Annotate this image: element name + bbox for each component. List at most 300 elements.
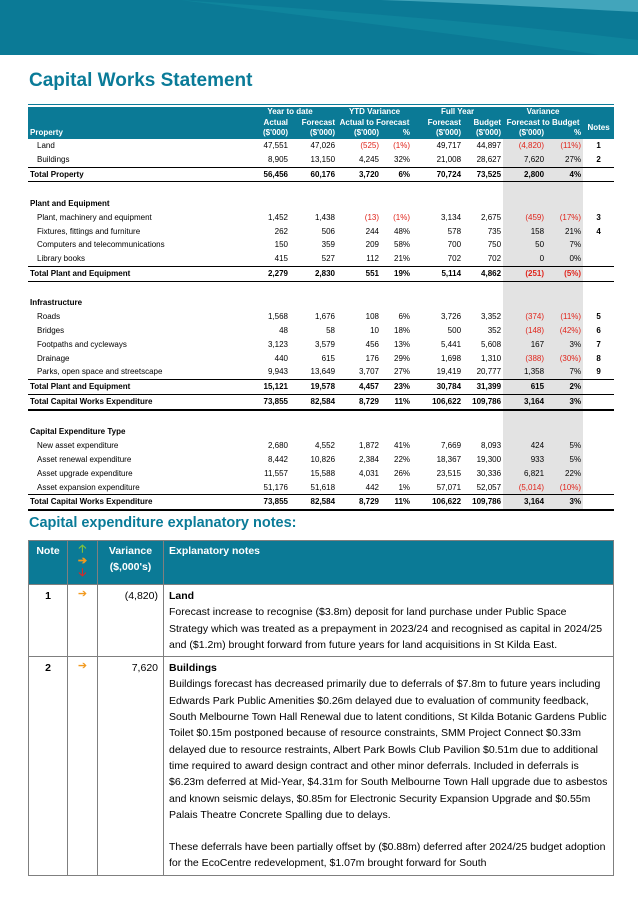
table-row	[28, 438, 614, 452]
note-text: Buildings forecast has decreased primarily due to deferrals of $7.8m to future years including Edwards Park Public Amenities $0.26m delayed due to evaluation of community feedback, South Melbourne Town Hall Renewal due to latent conditions, St Kilda Botanic Gardens Public Toilet $0.15m postponed because of resource constraints, SMM Project Connect $0.33m delayed due to resource restraints, Albert Park Bowls Club Pavilion $0.51m due to additional time required to award design contract and other minor deferrals. Included in deferrals is $6.23m deferred at Mid-Year, $4.31m for South Melbourne Town Hall upgrade due to asbestos and known seismic delays, $0.85m for Electronic Security Expansion Upgrade and $0.55m Palais Theatre Concrete Spalling due to delays.	[169, 678, 608, 821]
cell-value: 19,419	[436, 367, 462, 377]
cell-value	[463, 410, 503, 425]
row-label: Computers and telecommunications	[37, 240, 165, 250]
arrow-right-icon: ➔	[77, 555, 88, 567]
cell-value: 31,399	[463, 379, 503, 394]
total-row	[28, 495, 614, 510]
cell-value: (5,014)	[503, 480, 546, 494]
table-row	[28, 224, 614, 238]
header-banner	[0, 0, 638, 55]
row-note-ref	[583, 196, 614, 210]
cell-value	[463, 296, 503, 310]
cell-value: 2,800	[503, 167, 546, 182]
cell-value: 750	[487, 240, 502, 250]
cell-value: 700	[447, 240, 462, 250]
cell-value: 4%	[546, 167, 583, 182]
cell-value: 73,525	[463, 167, 503, 182]
group-header-ytd: Year to date	[243, 107, 337, 118]
cell-value: 20,777	[476, 367, 502, 377]
cell-value: 0	[503, 252, 546, 266]
cell-value: 10,826	[310, 454, 336, 464]
cell-value: 13,649	[310, 367, 336, 377]
cell-value: 1,568	[267, 311, 288, 321]
cell-value	[337, 425, 381, 439]
cell-value: 702	[447, 254, 462, 264]
cell-value: 0%	[546, 252, 583, 266]
cell-value: 57,071	[436, 482, 462, 492]
cell-value: 6%	[381, 167, 412, 182]
cell-value: 2%	[546, 379, 583, 394]
table-row	[28, 337, 614, 351]
cell-value: 262	[274, 226, 288, 236]
row-note-ref	[583, 394, 614, 409]
cell-value	[243, 182, 290, 196]
cell-value: 578	[447, 226, 462, 236]
cell-value: 3,726	[441, 311, 462, 321]
cell-value: 13,150	[310, 155, 336, 165]
cell-value	[243, 281, 290, 295]
cell-value: 11%	[381, 495, 412, 510]
cell-value	[546, 281, 583, 295]
cell-value	[546, 196, 583, 210]
cell-value	[503, 281, 546, 295]
cell-value: 3%	[546, 394, 583, 409]
row-label: Plant and Equipment	[30, 198, 110, 208]
note-explanation	[164, 657, 614, 876]
cell-value: 6,821	[503, 466, 546, 480]
cell-value	[412, 296, 463, 310]
cell-value	[381, 281, 412, 295]
row-note-ref	[583, 238, 614, 252]
total-row	[28, 379, 614, 394]
cell-value: 5,114	[412, 266, 463, 281]
cell-value	[243, 410, 290, 425]
section-heading-row	[28, 196, 614, 210]
col-unit: ($'000)	[463, 128, 503, 139]
cell-value: 15,121	[243, 379, 290, 394]
row-note-ref	[583, 410, 614, 425]
cell-value: 56,456	[243, 167, 290, 182]
col-pct: %	[381, 128, 412, 139]
cell-value: 352	[487, 325, 502, 335]
table-row	[28, 139, 614, 153]
cell-value: 48%	[394, 226, 411, 236]
cell-value: 2,830	[290, 266, 337, 281]
cell-value	[337, 196, 381, 210]
cell-value	[412, 281, 463, 295]
row-label: Infrastructure	[30, 298, 83, 308]
cell-value	[546, 410, 583, 425]
note-arrow	[68, 585, 98, 657]
cell-value: 26%	[394, 468, 411, 478]
cell-value: 3,123	[267, 339, 288, 349]
table-row	[28, 351, 614, 365]
capital-works-table	[28, 107, 614, 511]
cell-value: 4,245	[358, 155, 380, 165]
cell-value	[463, 196, 503, 210]
row-label: Plant, machinery and equipment	[37, 212, 152, 222]
cell-value: 44,897	[476, 141, 502, 151]
cell-value: 8,905	[267, 155, 288, 165]
cell-value: 415	[274, 254, 288, 264]
cell-value	[412, 182, 463, 196]
cell-value	[243, 296, 290, 310]
cell-value: 440	[274, 353, 288, 363]
cell-value: 27%	[546, 153, 583, 167]
cell-value: 1,872	[358, 440, 380, 450]
cell-value: 615	[503, 379, 546, 394]
cell-value: 51,618	[310, 482, 336, 492]
cell-value: (42%)	[546, 323, 583, 337]
group-header-variance: Variance	[503, 107, 583, 118]
cell-value: 108	[365, 311, 380, 321]
cell-value	[503, 425, 546, 439]
row-note-ref	[583, 379, 614, 394]
cell-value: 19%	[381, 266, 412, 281]
row-note-ref	[583, 167, 614, 182]
col-forecast-to-budget: Forecast to Budget	[503, 118, 583, 129]
row-note-ref: 1	[596, 141, 601, 151]
arrow-right-icon: ➔	[77, 660, 88, 673]
cell-value: 7%	[546, 238, 583, 252]
cell-value	[337, 182, 381, 196]
cell-value: 527	[321, 254, 336, 264]
section-heading-row	[28, 425, 614, 439]
note-text-continued: These deferrals have been partially offset by ($0.88m) deferred after 2024/25 budget adoption for the EcoCentre redevelopment, $1.07m brought forward for South	[169, 841, 606, 870]
cell-value	[290, 410, 337, 425]
row-label: Roads	[37, 311, 61, 321]
row-note-ref	[583, 182, 614, 196]
cell-value: 1,358	[503, 365, 546, 379]
cell-value: 22%	[546, 466, 583, 480]
cell-value: (251)	[503, 266, 546, 281]
cell-value: 3%	[546, 495, 583, 510]
cell-value	[503, 296, 546, 310]
note-heading: Land	[169, 590, 195, 602]
cell-value: 30,784	[412, 379, 463, 394]
cell-value	[337, 296, 381, 310]
cell-value: 1,438	[314, 212, 336, 222]
cell-value: (459)	[503, 210, 546, 224]
cell-value: 60,176	[290, 167, 337, 182]
cell-value: 48	[279, 325, 288, 335]
cell-value: 23,515	[436, 468, 462, 478]
cell-value	[290, 182, 337, 196]
arrow-up-icon: 🡡	[78, 543, 87, 555]
notes-header-variance	[98, 541, 164, 585]
cell-value: 1,698	[441, 353, 462, 363]
cell-value: (17%)	[546, 210, 583, 224]
cell-value	[381, 425, 412, 439]
row-note-ref: 9	[596, 367, 601, 377]
cell-value: 8,093	[481, 440, 502, 450]
row-label: Total Capital Works Expenditure	[28, 495, 243, 510]
cell-value: 424	[503, 438, 546, 452]
cell-value: 9,943	[267, 367, 288, 377]
row-label: Drainage	[37, 353, 70, 363]
cell-value	[290, 196, 337, 210]
cell-value: 11%	[381, 394, 412, 409]
cell-value: 47,551	[263, 141, 288, 151]
cell-value: 551	[337, 266, 381, 281]
cell-value: 3,164	[503, 495, 546, 510]
row-note-ref: 8	[596, 353, 601, 363]
cell-value	[412, 425, 463, 439]
row-label: Bridges	[37, 325, 65, 335]
cell-value	[503, 410, 546, 425]
cell-value: 2,384	[358, 454, 380, 464]
variance-unit: ($,000's)	[109, 561, 152, 574]
cell-value	[290, 425, 337, 439]
cell-value	[243, 196, 290, 210]
row-note-ref: 2	[596, 155, 601, 165]
cell-value: 359	[321, 240, 336, 250]
cell-value: (13)	[364, 212, 380, 222]
note-arrow	[68, 657, 98, 876]
note-variance: 7,620	[98, 657, 164, 876]
col-pct: %	[546, 128, 583, 139]
cell-value: 21%	[394, 254, 411, 264]
cell-value: (374)	[503, 309, 546, 323]
spacer-row	[28, 281, 614, 295]
cell-value: 8,729	[337, 394, 381, 409]
row-label: Asset expansion expenditure	[37, 482, 140, 492]
title-rule	[28, 104, 614, 105]
row-label: Library books	[37, 254, 86, 264]
cell-value: 27%	[394, 367, 411, 377]
spacer-row	[28, 182, 614, 196]
row-label: Total Plant and Equipment	[28, 379, 243, 394]
cell-value: 1%	[398, 482, 411, 492]
spacer-row	[28, 410, 614, 425]
row-label: New asset expenditure	[37, 440, 119, 450]
cell-value	[337, 281, 381, 295]
cell-value: 11,557	[264, 468, 288, 478]
explanatory-notes-table	[28, 540, 614, 876]
cell-value: 18,367	[436, 454, 462, 464]
row-note-ref	[583, 296, 614, 310]
table-header-group-row	[28, 107, 614, 118]
col-forecast: Forecast	[290, 118, 337, 129]
cell-value: (148)	[503, 323, 546, 337]
table-row	[28, 452, 614, 466]
arrow-down-icon: 🡣	[78, 567, 87, 579]
cell-value: 23%	[381, 379, 412, 394]
row-label	[28, 182, 243, 196]
cell-value: 5%	[546, 438, 583, 452]
table-row	[28, 466, 614, 480]
cell-value: 1,452	[267, 212, 288, 222]
cell-value: 3,720	[337, 167, 381, 182]
cell-value: 2,680	[267, 440, 288, 450]
cell-value	[546, 425, 583, 439]
note-text: Forecast increase to recognise ($3.8m) deposit for land purchase under Public Space Strategy which was treated as a prepayment in 2023/24 and recognised as capital in 2024/25 and ($1.2m) brought forward from future years for land acquisitions in St Kilda East.	[169, 606, 603, 651]
variance-label: Variance	[108, 545, 153, 557]
cell-value: (11%)	[546, 139, 583, 153]
notes-header-explanatory: Explanatory notes	[164, 541, 614, 585]
cell-value: 3,134	[441, 212, 462, 222]
cell-value: 7,620	[503, 153, 546, 167]
cell-value: 30,336	[476, 468, 502, 478]
cell-value: 933	[503, 452, 546, 466]
cell-value: 1,676	[314, 311, 336, 321]
cell-value: 109,786	[463, 495, 503, 510]
cell-value: 21,008	[436, 155, 462, 165]
cell-value	[412, 196, 463, 210]
table-row	[28, 252, 614, 266]
col-unit: ($'000)	[290, 128, 337, 139]
arrow-legend	[68, 541, 98, 585]
cell-value: 52,057	[476, 482, 502, 492]
cell-value: 109,786	[463, 394, 503, 409]
cell-value: 13%	[394, 339, 411, 349]
cell-value: (525)	[360, 141, 380, 151]
cell-value: 32%	[394, 155, 411, 165]
cell-value	[546, 182, 583, 196]
note-row-2	[29, 657, 614, 876]
group-header-ytd-variance: YTD Variance	[337, 107, 412, 118]
table-row	[28, 309, 614, 323]
cell-value: 106,622	[412, 394, 463, 409]
row-note-ref	[583, 425, 614, 439]
cell-value: 735	[487, 226, 502, 236]
total-row	[28, 394, 614, 409]
cell-value: 209	[365, 240, 380, 250]
table-row	[28, 210, 614, 224]
cell-value: 4,862	[463, 266, 503, 281]
note-explanation	[164, 585, 614, 657]
total-row	[28, 266, 614, 281]
cell-value: 5,441	[441, 339, 462, 349]
cell-value: 500	[447, 325, 462, 335]
cell-value: 3,579	[314, 339, 336, 349]
row-label: Fixtures, fittings and furniture	[37, 226, 141, 236]
cell-value: 19,578	[290, 379, 337, 394]
row-note-ref	[583, 466, 614, 480]
cell-value: 150	[274, 240, 288, 250]
cell-value: 2,279	[243, 266, 290, 281]
row-note-ref	[583, 438, 614, 452]
table-header-row-3	[28, 128, 614, 139]
col-actual: Actual	[243, 118, 290, 129]
row-label: Total Property	[28, 167, 243, 182]
cell-value	[463, 425, 503, 439]
cell-value	[381, 296, 412, 310]
cell-value	[463, 182, 503, 196]
cell-value	[290, 296, 337, 310]
cell-value	[412, 410, 463, 425]
cell-value: 1,310	[481, 353, 502, 363]
cell-value: 3%	[546, 337, 583, 351]
row-label: Total Plant and Equipment	[28, 266, 243, 281]
cell-value	[546, 296, 583, 310]
table-row	[28, 238, 614, 252]
cell-value: 50	[503, 238, 546, 252]
cell-value: 2,675	[481, 212, 502, 222]
col-notes: Notes	[583, 118, 614, 139]
cell-value: 49,717	[436, 141, 462, 151]
row-label: Parks, open space and streetscape	[37, 367, 163, 377]
cell-value: (11%)	[546, 309, 583, 323]
cell-value: (388)	[503, 351, 546, 365]
cell-value: 18%	[394, 325, 411, 335]
table-row	[28, 365, 614, 379]
cell-value: 82,584	[290, 394, 337, 409]
col-unit: ($'000)	[243, 128, 290, 139]
arrow-right-icon: ➔	[77, 588, 88, 600]
cell-value: 244	[365, 226, 380, 236]
cell-value: 8,442	[267, 454, 288, 464]
cell-value: 702	[487, 254, 502, 264]
cell-value: 3,164	[503, 394, 546, 409]
cell-value: (10%)	[546, 480, 583, 494]
col-budget: Budget	[463, 118, 503, 129]
col-unit: ($'000)	[503, 128, 546, 139]
cell-value: 167	[503, 337, 546, 351]
row-label: Total Capital Works Expenditure	[28, 394, 243, 409]
row-label: Buildings	[37, 155, 70, 165]
cell-value: 4,457	[337, 379, 381, 394]
notes-section-title: Capital expenditure explanatory notes:	[29, 515, 297, 531]
cell-value: 176	[365, 353, 380, 363]
cell-value: 112	[366, 254, 380, 264]
cell-value: 4,552	[314, 440, 336, 450]
cell-value: 28,627	[476, 155, 502, 165]
cell-value: 73,855	[243, 495, 290, 510]
cell-value: 3,352	[481, 311, 502, 321]
cell-value: 10	[370, 325, 380, 335]
row-note-ref	[583, 480, 614, 494]
cell-value: (5%)	[546, 266, 583, 281]
cell-value: 7%	[546, 365, 583, 379]
cell-value: 615	[321, 353, 336, 363]
cell-value	[290, 281, 337, 295]
cell-value: 41%	[394, 440, 411, 450]
cell-value: 158	[503, 224, 546, 238]
cell-value: 22%	[394, 454, 411, 464]
cell-value	[503, 182, 546, 196]
notes-header-row	[29, 541, 614, 585]
row-label: Footpaths and cycleways	[37, 339, 127, 349]
cell-value	[337, 410, 381, 425]
cell-value: 58	[326, 325, 336, 335]
cell-value: 506	[321, 226, 336, 236]
cell-value: 21%	[546, 224, 583, 238]
cell-value: 47,026	[310, 141, 336, 151]
cell-value	[381, 182, 412, 196]
table-row	[28, 153, 614, 167]
cell-value: 5,608	[481, 339, 502, 349]
cell-value: 4,031	[358, 468, 380, 478]
cell-value	[503, 196, 546, 210]
note-number: 2	[29, 657, 68, 876]
table-header-row-2	[28, 118, 614, 129]
group-header-full-year: Full Year	[412, 107, 503, 118]
cell-value: 29%	[394, 353, 411, 363]
row-note-ref	[583, 266, 614, 281]
cell-value: 51,176	[263, 482, 288, 492]
row-note-ref: 3	[596, 212, 601, 222]
row-note-ref	[583, 495, 614, 510]
cell-value: 456	[365, 339, 380, 349]
cell-value: 3,707	[358, 367, 380, 377]
cell-value: 82,584	[290, 495, 337, 510]
cell-value: (1%)	[393, 212, 411, 222]
row-note-ref: 4	[596, 226, 601, 236]
col-unit: ($'000)	[337, 128, 381, 139]
row-note-ref: 5	[596, 311, 601, 321]
row-note-ref: 6	[596, 325, 601, 335]
